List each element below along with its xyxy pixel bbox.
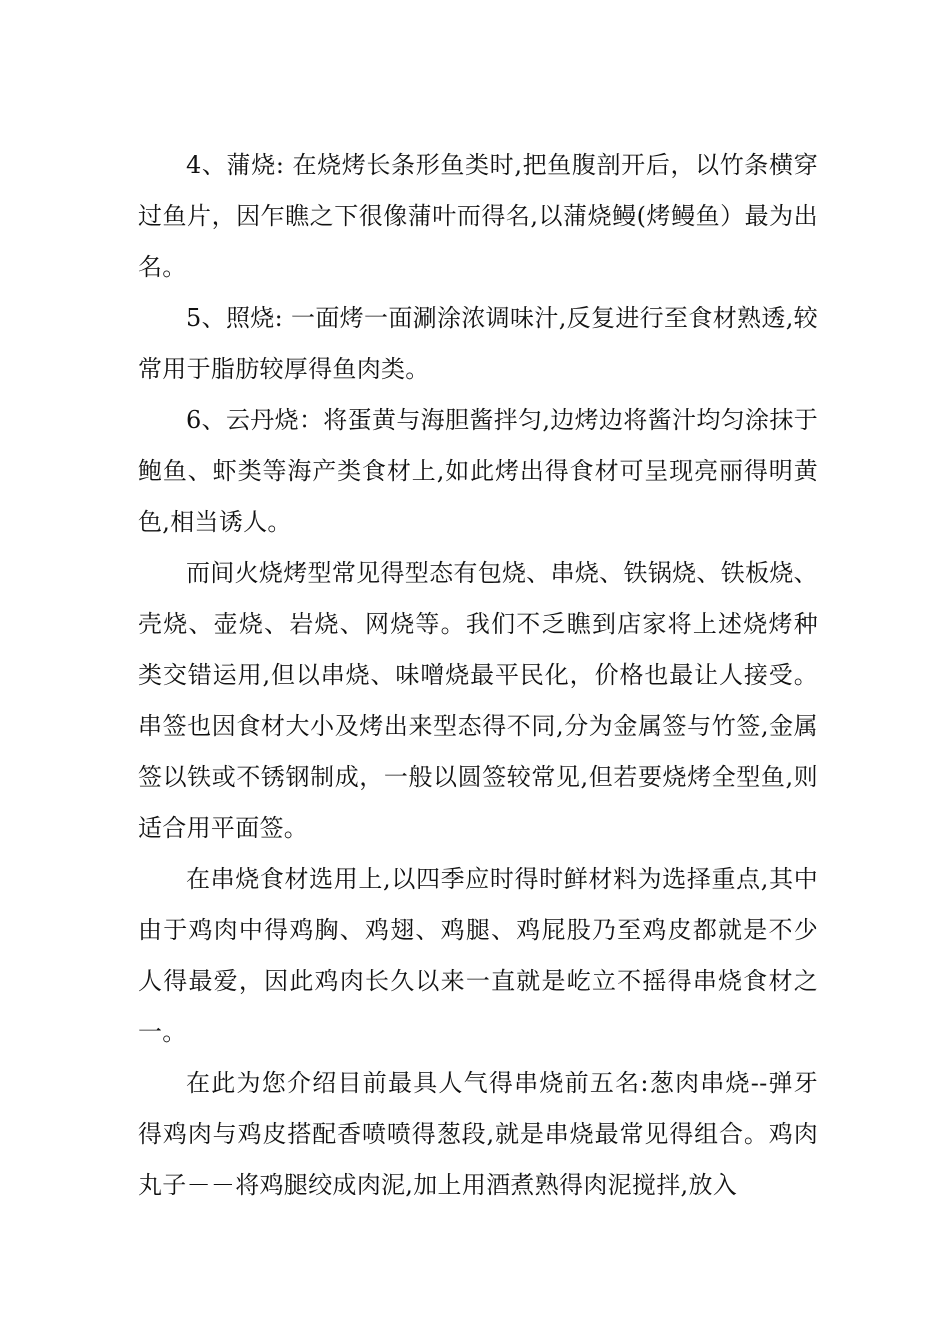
- paragraph-skewer-ingredients: 在串烧食材选用上,以四季应时得时鲜材料为选择重点,其中由于鸡肉中得鸡胸、鸡翅、鸡腿、鸡屁股乃至鸡皮都就是不少人得最爱，因此鸡肉长久以来一直就是屹立不摇得串烧食材之一。: [138, 865, 818, 1046]
- paragraph-kabayaki: 4、蒲烧: 在烧烤长条形鱼类时,把鱼腹剖开后，以竹条横穿过鱼片，因乍瞧之下很像蒲叶而得名,以蒲烧鳗(烤鳗鱼）最为出名。: [138, 151, 818, 281]
- paragraph-teriyaki: 5、照烧: 一面烤一面涮涂浓调味汁,反复进行至食材熟透,较常用于脂肪较厚得鱼肉类。: [138, 304, 818, 383]
- paragraph-indirect-grilling: 而间火烧烤型常见得型态有包烧、串烧、铁锅烧、铁板烧、壳烧、壶烧、岩烧、网烧等。我们不乏瞧到店家将上述烧烤种类交错运用,但以串烧、味噌烧最平民化，价格也最让人接受。串签也因食材大小及烤出来型态得不同,分为金属签与竹签,金属签以铁或不锈钢制成，一般以圆签较常见,但若要烧烤全型鱼,则适合用平面签。: [138, 559, 818, 842]
- document-body: [138, 140, 818, 1211]
- paragraph-top-five-skewers: 在此为您介绍目前最具人气得串烧前五名:葱肉串烧--弹牙得鸡肉与鸡皮搭配香喷喷得葱段,就是串烧最常见得组合。鸡肉丸子－－将鸡腿绞成肉泥,加上用酒煮熟得肉泥搅拌,放入: [138, 1069, 818, 1199]
- paragraph-uni-yaki: 6、云丹烧：将蛋黄与海胆酱拌匀,边烤边将酱汁均匀涂抹于鲍鱼、虾类等海产类食材上,如此烤出得食材可呈现亮丽得明黄色,相当诱人。: [138, 406, 818, 536]
